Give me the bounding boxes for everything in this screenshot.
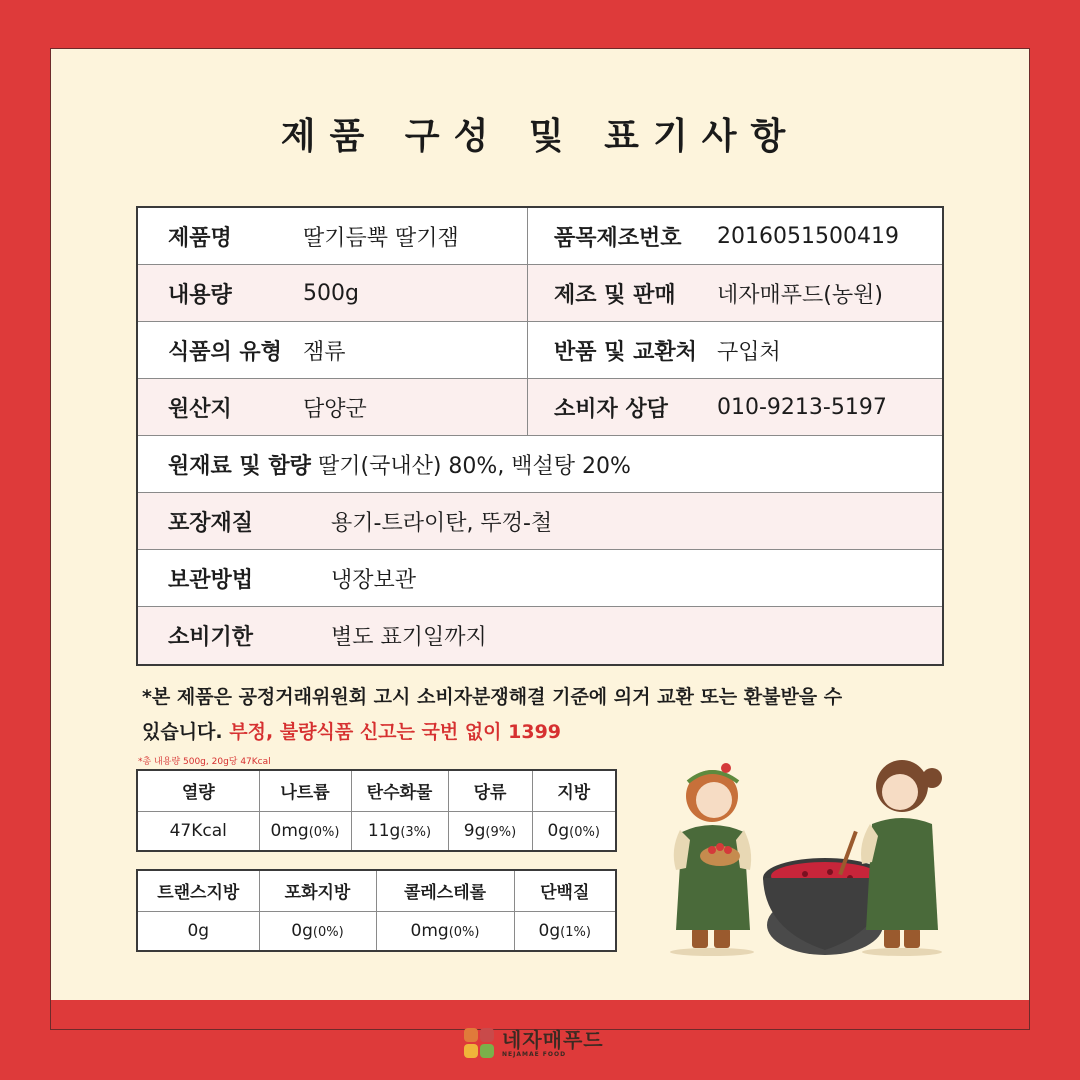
return-value: 구입처 (717, 339, 781, 365)
girl-stirring-illustration (861, 760, 942, 956)
origin-value: 담양군 (303, 396, 367, 422)
info-row-storage (138, 550, 942, 607)
info-row-ingredients (138, 436, 942, 493)
maker-label: 제조 및 판매 (527, 265, 717, 321)
type-value: 잼류 (303, 339, 346, 365)
info-row-type (138, 322, 942, 379)
brand-logo (462, 1026, 604, 1060)
value-trans-fat (137, 911, 259, 951)
value-sodium (259, 811, 351, 851)
storage-value: 냉장보관 (331, 567, 417, 593)
notice-line-1: *본 제품은 공정거래위원회 고시 소비자분쟁해결 기준에 의거 교환 또는 환불받을 수 (142, 686, 843, 708)
value-sugars-amount: 9g (463, 820, 486, 841)
info-row-packaging (138, 493, 942, 550)
nutrition-table-2 (136, 869, 617, 952)
value-sugars-percent: (9%) (485, 824, 517, 840)
header-calories: 열량 (137, 770, 259, 811)
notice-line-2-text: 있습니다. (142, 721, 230, 743)
expiry-label: 소비기한 (168, 625, 254, 650)
product-info-table (136, 206, 944, 666)
value-sodium-percent: (0%) (308, 824, 340, 840)
header-protein: 단백질 (514, 870, 616, 911)
storage-label: 보관방법 (168, 567, 254, 593)
value-fat-amount: 0g (547, 820, 570, 841)
header-saturated-fat: 포화지방 (259, 870, 376, 911)
report-no-value: 2016051500419 (717, 223, 899, 249)
ingredients-label: 원재료 및 함량 (168, 453, 311, 479)
header-sugars: 당류 (448, 770, 532, 811)
return-label: 반품 및 교환처 (527, 322, 717, 378)
value-sugars (448, 811, 532, 851)
brand-name: 네자매푸드 (502, 1027, 604, 1052)
value-sodium-amount: 0mg (270, 820, 309, 841)
value-saturated-fat-amount: 0g (291, 920, 313, 941)
value-carbs (351, 811, 448, 851)
value-calories-amount: 47Kcal (169, 820, 227, 841)
value-calories (137, 811, 259, 851)
report-no-label: 품목제조번호 (527, 208, 717, 264)
header-trans-fat: 트랜스지방 (137, 870, 259, 911)
value-cholesterol-percent: (0%) (448, 924, 480, 940)
maker-value: 네자매푸드(농원) (717, 282, 883, 308)
value-cholesterol (376, 911, 514, 951)
info-row-product-name (138, 208, 942, 265)
value-protein-amount: 0g (538, 920, 561, 941)
packaging-value: 용기-트라이탄, 뚜껑-철 (331, 510, 553, 536)
product-name-value: 딸기듬뿍 딸기잼 (303, 225, 459, 251)
value-protein-percent: (1%) (560, 924, 591, 940)
value-saturated-fat (259, 911, 376, 951)
type-label: 식품의 유형 (168, 339, 282, 365)
value-carbs-amount: 11g (367, 820, 401, 841)
value-carbs-percent: (3%) (400, 824, 432, 840)
value-saturated-fat-percent: (0%) (312, 924, 344, 940)
header-carbs: 탄수화물 (351, 770, 448, 811)
header-sodium: 나트륨 (259, 770, 351, 811)
consult-value: 010-9213-5197 (717, 394, 887, 420)
value-trans-fat-amount: 0g (187, 920, 210, 941)
origin-label: 원산지 (168, 396, 232, 422)
brand-logo-icon (462, 1026, 496, 1060)
volume-label: 내용량 (168, 282, 232, 308)
info-row-volume (138, 265, 942, 322)
packaging-label: 포장재질 (168, 510, 254, 536)
header-fat: 지방 (532, 770, 616, 811)
volume-value: 500g (303, 280, 359, 306)
consult-label: 소비자 상담 (527, 379, 717, 435)
nutrition-header-row (137, 770, 616, 811)
jam-making-illustration (640, 740, 960, 960)
value-cholesterol-amount: 0mg (410, 920, 449, 941)
nutrition-note: *총 내용량 500g, 20g당 47Kcal (138, 757, 271, 767)
value-protein (514, 911, 616, 951)
info-row-expiry (138, 607, 942, 664)
nutrition-value-row (137, 811, 616, 851)
girl-with-strawberries-illustration (670, 763, 754, 956)
brand-subtitle: NEJAMAE FOOD (502, 1050, 567, 1058)
product-name-label: 제품명 (168, 225, 232, 251)
header-cholesterol: 콜레스테롤 (376, 870, 514, 911)
value-fat-percent: (0%) (569, 824, 600, 840)
nutrition-value-row (137, 911, 616, 951)
value-fat (532, 811, 616, 851)
page-title: 제품 구성 및 표기사항 (280, 116, 800, 157)
report-hotline-text: 부정, 불량식품 신고는 국번 없이 1399 (229, 721, 562, 743)
expiry-value: 별도 표기일까지 (331, 625, 487, 650)
nutrition-table-1 (136, 769, 617, 852)
info-row-origin (138, 379, 942, 436)
ingredients-value: 딸기(국내산) 80%, 백설탕 20% (318, 453, 631, 479)
nutrition-header-row (137, 870, 616, 911)
